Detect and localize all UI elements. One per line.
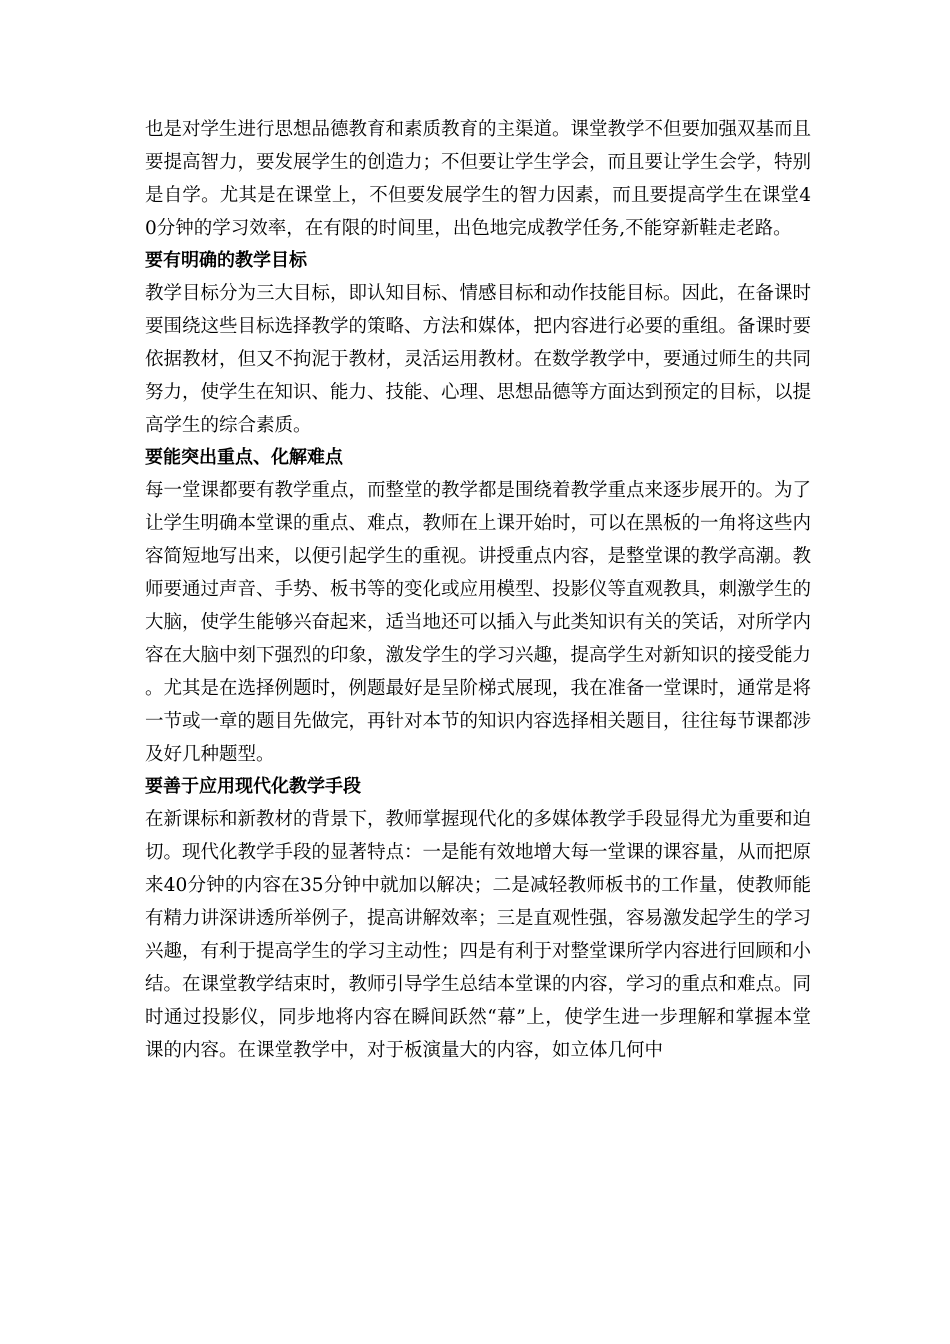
paragraph-intro: 也是对学生进行思想品德教育和素质教育的主渠道。课堂教学不但要加强双基而且要提高智力，要发展学生的创造力；不但要让学生学会，而且要让学生会学，特别是自学。尤其是在课堂上，不但要发展学生的智力因素，而且要提高学生在课堂40分钟的学习效率，在有限的时间里，出色地完成教学任务,不能穿新鞋走老路。 [145,119,812,239]
document-page [145,113,811,1067]
paragraph-modern-teaching-means: 在新课标和新教材的背景下，教师掌握现代化的多媒体教学手段显得尤为重要和迫切。现代化教学手段的显著特点：一是能有效地增大每一堂课的课容量，从而把原来40分钟的内容在35分钟中就加以解决；二是减轻教师板书的工作量，使教师能有精力讲深讲透所举例子，提高讲解效率；三是直观性强，容易激发起学生的学习兴趣，有利于提高学生的学习主动性；四是有利于对整堂课所学内容进行回顾和小结。在课堂教学结束时，教师引导学生总结本堂课的内容，学习的重点和难点。同时通过投影仪，同步地将内容在瞬间跃然“幕”上，使学生进一步理解和掌握本堂课的内容。在课堂教学中，对于板演量大的内容，如立体几何中 [145,809,812,1061]
heading-modern-teaching-means: 要善于应用现代化教学手段 [145,776,361,797]
heading-teaching-objectives: 要有明确的教学目标 [145,250,307,271]
paragraph-key-points: 每一堂课都要有教学重点，而整堂的教学都是围绕着教学重点来逐步展开的。为了让学生明确本堂课的重点、难点，教师在上课开始时，可以在黑板的一角将这些内容简短地写出来，以便引起学生的重视。讲授重点内容，是整堂课的教学高潮。教师要通过声音、手势、板书等的变化或应用模型、投影仪等直观教具，刺激学生的大脑，使学生能够兴奋起来，适当地还可以插入与此类知识有关的笑话，对所学内容在大脑中刻下强烈的印象，激发学生的学习兴趣，提高学生对新知识的接受能力。尤其是在选择例题时，例题最好是呈阶梯式展现，我在准备一堂课时，通常是将一节或一章的题目先做完，再针对本节的知识内容选择相关题目，往往每节课都涉及好几种题型。 [145,480,812,765]
heading-key-points: 要能突出重点、化解难点 [145,447,343,468]
paragraph-teaching-objectives: 教学目标分为三大目标，即认知目标、情感目标和动作技能目标。因此，在备课时要围绕这些目标选择教学的策略、方法和媒体，把内容进行必要的重组。备课时要依据教材，但又不拘泥于教材，灵活运用教材。在数学教学中，要通过师生的共同努力，使学生在知识、能力、技能、心理、思想品德等方面达到预定的目标，以提高学生的综合素质。 [145,283,812,436]
